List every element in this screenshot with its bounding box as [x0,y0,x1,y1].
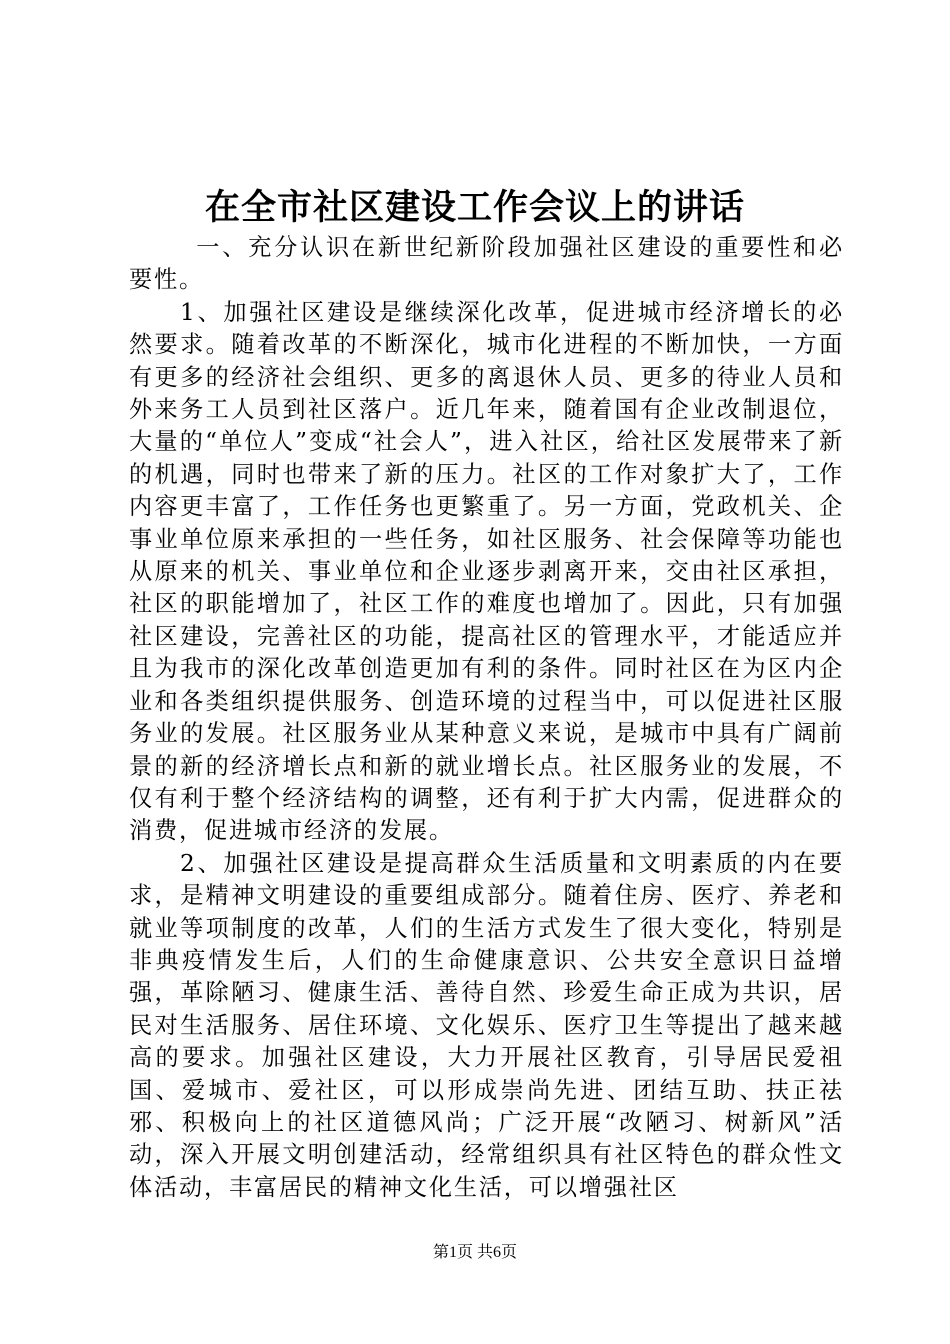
section-heading-1: 一、充分认识在新世纪新阶段加强社区建设的重要性和必要性。 [129,234,844,294]
paragraph-2: 2、加强社区建设是提高群众生活质量和文明素质的内在要求，是精神文明建设的重要组成部分。随着住房、医疗、养老和就业等项制度的改革，人们的生活方式发生了很大变化，特别是非典疫情发生后，人们的生命健康意识、公共安全意识日益增强，革除陋习、健康生活、善待自然、珍爱生命正成为共识，居民对生活服务、居住环境、文化娱乐、医疗卫生等提出了越来越高的要求。加强社区建设，大力开展社区教育，引导居民爱祖国、爱城市、爱社区，可以形成崇尚先进、团结互助、扶正祛邪、积极向上的社区道德风尚；广泛开展“改陋习、树新风”活动，深入开展文明创建活动，经常组织具有社区特色的群众性文体活动，丰富居民的精神文化生活，可以增强社区 [129,849,844,1201]
paragraph-1: 1、加强社区建设是继续深化改革，促进城市经济增长的必然要求。随着改革的不断深化，城市化进程的不断加快，一方面有更多的经济社会组织、更多的离退休人员、更多的待业人员和外来务工人员到社区落户。近几年来，随着国有企业改制退位，大量的“单位人”变成“社会人”，进入社区，给社区发展带来了新的机遇，同时也带来了新的压力。社区的工作对象扩大了，工作内容更丰富了，工作任务也更繁重了。另一方面，党政机关、企事业单位原来承担的一些任务，如社区服务、社会保障等功能也从原来的机关、事业单位和企业逐步剥离开来，交由社区承担，社区的职能增加了，社区工作的难度也增加了。因此，只有加强社区建设，完善社区的功能，提高社区的管理水平，才能适应并且为我市的深化改革创造更加有利的条件。同时社区在为区内企业和各类组织提供服务、创造环境的过程当中，可以促进社区服务业的发展。社区服务业从某种意义来说，是城市中具有广阔前景的新的经济增长点和新的就业增长点。社区服务业的发展，不仅有利于整个经济结构的调整，还有利于扩大内需，促进群众的消费，促进城市经济的发展。 [129,298,844,845]
document-body [129,232,844,1204]
page-footer: 第1页 共6页 [432,1244,517,1261]
document-title: 在全市社区建设工作会议上的讲话 [204,188,745,228]
